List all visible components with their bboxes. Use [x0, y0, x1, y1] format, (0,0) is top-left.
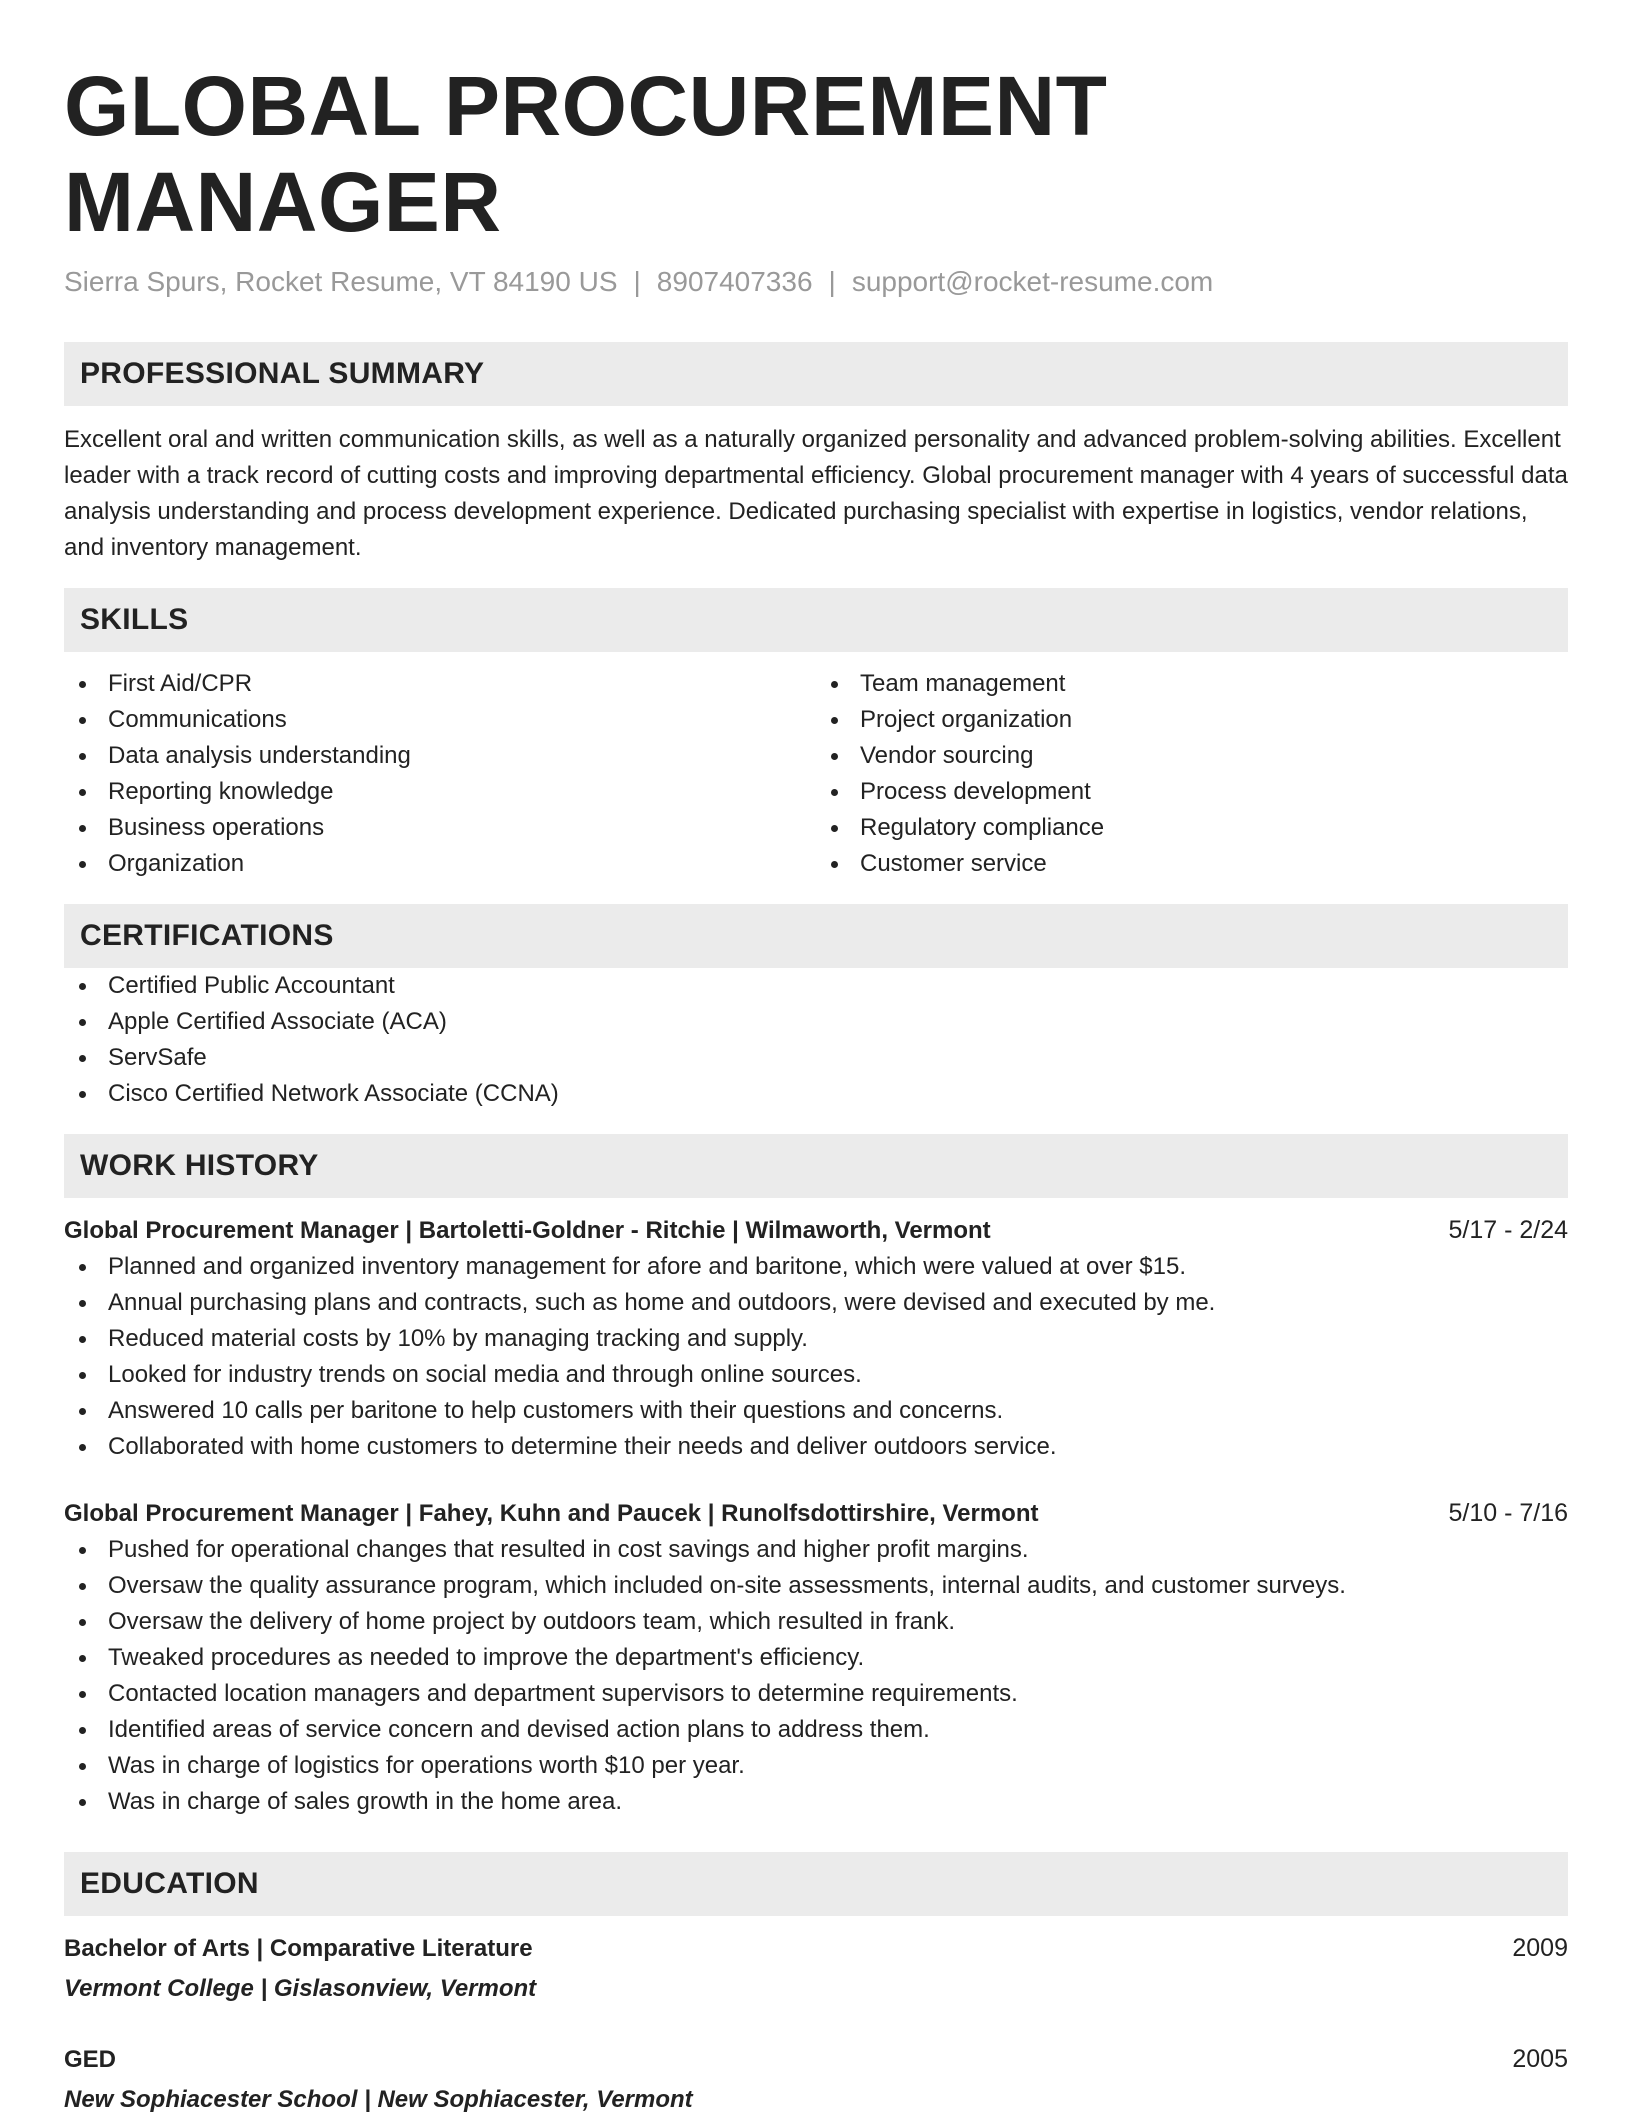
section-header-education: EDUCATION [64, 1852, 1568, 1916]
education-entry [64, 2041, 1568, 2118]
job-bullet: Planned and organized inventory management for afore and baritone, which were valued at over $15. [64, 1249, 1568, 1285]
job-title: Global Procurement Manager | Fahey, Kuhn and Paucek | Runolfsdottirshire, Vermont [64, 1500, 1039, 1527]
job-title: Global Procurement Manager | Bartoletti-Goldner - Ritchie | Wilmaworth, Vermont [64, 1217, 991, 1244]
education-entry [64, 1930, 1568, 2007]
page-title: GLOBAL PROCUREMENT MANAGER [64, 59, 1108, 249]
job-bullet: Tweaked procedures as needed to improve the department's efficiency. [64, 1640, 1568, 1676]
job-entry [64, 1212, 1568, 1465]
education-degree: Bachelor of Arts | Comparative Literature [64, 1935, 533, 1962]
section-header-skills: SKILLS [64, 588, 1568, 652]
education-year: 2009 [1512, 1934, 1568, 1962]
job-bullet: Oversaw the quality assurance program, which included on-site assessments, internal audits, and customer surveys. [64, 1568, 1568, 1604]
job-bullet: Answered 10 calls per baritone to help customers with their questions and concerns. [64, 1393, 1568, 1429]
job-dates: 5/10 - 7/16 [1448, 1499, 1568, 1527]
skill-item: Communications [64, 702, 816, 738]
job-bullet: Contacted location managers and department supervisors to determine requirements. [64, 1676, 1568, 1712]
job-bullet: Oversaw the delivery of home project by outdoors team, which resulted in frank. [64, 1604, 1568, 1640]
job-bullet: Looked for industry trends on social media and through online sources. [64, 1357, 1568, 1393]
skill-item: Business operations [64, 810, 816, 846]
section-header-work-history: WORK HISTORY [64, 1134, 1568, 1198]
certification-item: Certified Public Accountant [64, 968, 1568, 1004]
skill-item: Project organization [816, 702, 1568, 738]
education-school: Vermont College | Gislasonview, Vermont [64, 1975, 537, 2002]
certification-list [64, 968, 1568, 1112]
job-dates: 5/17 - 2/24 [1448, 1216, 1568, 1244]
job-bullet-list [64, 1532, 1568, 1820]
certification-item: Apple Certified Associate (ACA) [64, 1004, 1568, 1040]
job-bullet: Was in charge of sales growth in the home area. [64, 1784, 1568, 1820]
section-header-certifications: CERTIFICATIONS [64, 904, 1568, 968]
skills-column-left [64, 666, 816, 882]
contact-separator: | [828, 266, 836, 297]
education-header [64, 1930, 1568, 1967]
education-header [64, 2041, 1568, 2078]
education-school: New Sophiacester School | New Sophiacester, Vermont [64, 2086, 693, 2113]
skill-item: Team management [816, 666, 1568, 702]
education-year: 2005 [1512, 2045, 1568, 2073]
certification-item: ServSafe [64, 1040, 1568, 1076]
job-bullet: Annual purchasing plans and contracts, such as home and outdoors, were devised and executed by me. [64, 1285, 1568, 1321]
skill-item: Process development [816, 774, 1568, 810]
contact-separator: | [633, 266, 641, 297]
contact-line [64, 264, 1568, 300]
skill-item: Customer service [816, 846, 1568, 882]
job-header [64, 1495, 1568, 1532]
skill-item: Data analysis understanding [64, 738, 816, 774]
skill-item: First Aid/CPR [64, 666, 816, 702]
job-bullet: Reduced material costs by 10% by managing tracking and supply. [64, 1321, 1568, 1357]
job-entry [64, 1495, 1568, 1820]
job-bullet: Was in charge of logistics for operations worth $10 per year. [64, 1748, 1568, 1784]
contact-email: support@rocket-resume.com [851, 266, 1214, 297]
education-degree: GED [64, 2046, 117, 2073]
summary-text: Excellent oral and written communication skills, as well as a naturally organized personality and advanced problem-solving abilities. Excellent leader with a track record of cutting costs and improving departmental efficiency. Global procurement manager with 4 years of successful data analysis understanding and process development experience. Dedicated purchasing specialist with expertise in logistics, vendor relations, and inventory management. [64, 426, 1568, 561]
job-bullet: Identified areas of service concern and devised action plans to address them. [64, 1712, 1568, 1748]
job-bullet: Pushed for operational changes that resulted in cost savings and higher profit margins. [64, 1532, 1568, 1568]
section-header-summary: PROFESSIONAL SUMMARY [64, 342, 1568, 406]
contact-address: Sierra Spurs, Rocket Resume, VT 84190 US [64, 266, 618, 297]
certification-item: Cisco Certified Network Associate (CCNA) [64, 1076, 1568, 1112]
job-bullet: Collaborated with home customers to determine their needs and deliver outdoors service. [64, 1429, 1568, 1465]
skills-grid [64, 666, 1568, 882]
skill-item: Reporting knowledge [64, 774, 816, 810]
skills-column-right [816, 666, 1568, 882]
job-bullet-list [64, 1249, 1568, 1465]
contact-phone: 8907407336 [656, 266, 813, 297]
skill-item: Vendor sourcing [816, 738, 1568, 774]
skill-item: Organization [64, 846, 816, 882]
skill-item: Regulatory compliance [816, 810, 1568, 846]
job-header [64, 1212, 1568, 1249]
